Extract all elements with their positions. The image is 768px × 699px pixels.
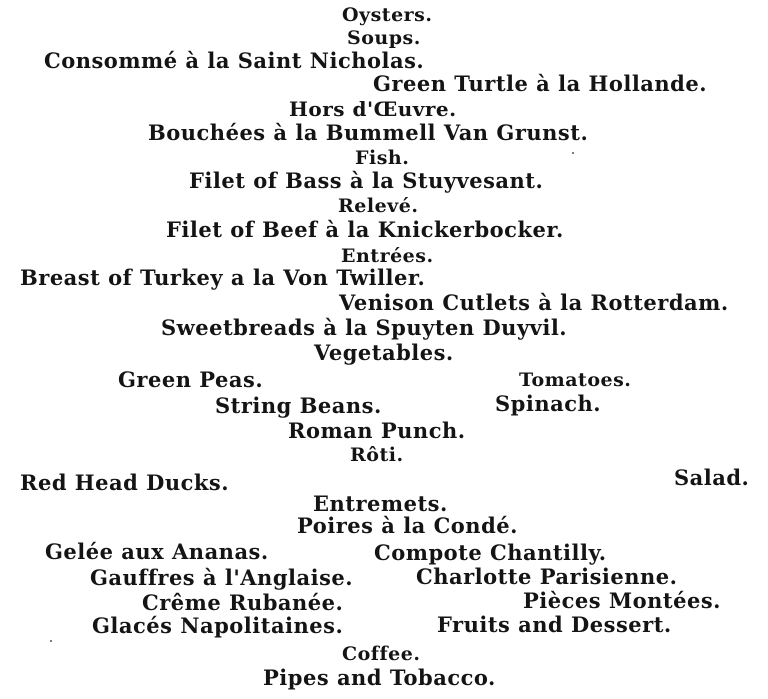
- menu-item: Tomatoes.: [519, 369, 632, 391]
- menu-item: Salad.: [674, 465, 750, 490]
- course-heading-vegetables: Vegetables.: [314, 340, 454, 365]
- menu-item: Gelée aux Ananas.: [45, 539, 269, 564]
- course-heading-entremets: Entremets.: [313, 491, 448, 516]
- course-heading-pipes: Pipes and Tobacco.: [263, 665, 496, 690]
- menu-item: Consommé à la Saint Nicholas.: [44, 48, 425, 73]
- menu-item: Spinach.: [495, 391, 602, 416]
- menu-item: Venison Cutlets à la Rotterdam.: [339, 290, 729, 315]
- course-heading-roti: Rôti.: [350, 444, 404, 466]
- menu-item: Crême Rubanée.: [142, 590, 344, 615]
- print-speck: [50, 640, 52, 642]
- menu-item: Fruits and Dessert.: [437, 612, 672, 637]
- menu-item: Red Head Ducks.: [20, 470, 230, 495]
- menu-item: String Beans.: [215, 393, 382, 418]
- menu-item: Bouchées à la Bummell Van Grunst.: [148, 120, 589, 145]
- menu-item: Glacés Napolitaines.: [92, 613, 344, 638]
- menu-item: Breast of Turkey a la Von Twiller.: [20, 265, 426, 290]
- course-heading-hors-doeuvre: Hors d'Œuvre.: [289, 97, 457, 121]
- menu-item: Charlotte Parisienne.: [416, 564, 678, 589]
- course-heading-roman-punch: Roman Punch.: [288, 418, 466, 443]
- course-heading-soups: Soups.: [347, 27, 421, 49]
- menu-item: Filet of Beef à la Knickerbocker.: [166, 217, 564, 242]
- course-heading-releve: Relevé.: [338, 195, 419, 217]
- print-speck: [572, 152, 574, 154]
- menu-item: Sweetbreads à la Spuyten Duyvil.: [161, 315, 568, 340]
- menu-item: Compote Chantilly.: [374, 540, 607, 565]
- menu-item: Green Peas.: [118, 367, 264, 392]
- course-heading-oysters: Oysters.: [342, 4, 433, 26]
- course-heading-entrees: Entrées.: [341, 245, 434, 267]
- menu-item: Filet of Bass à la Stuyvesant.: [189, 168, 544, 193]
- menu-item: Poires à la Condé.: [297, 513, 518, 538]
- menu-item: Gauffres à l'Anglaise.: [90, 565, 354, 590]
- menu-item: Green Turtle à la Hollande.: [373, 71, 708, 96]
- course-heading-fish: Fish.: [355, 147, 410, 169]
- menu-item: Pièces Montées.: [523, 588, 721, 613]
- course-heading-coffee: Coffee.: [342, 643, 421, 665]
